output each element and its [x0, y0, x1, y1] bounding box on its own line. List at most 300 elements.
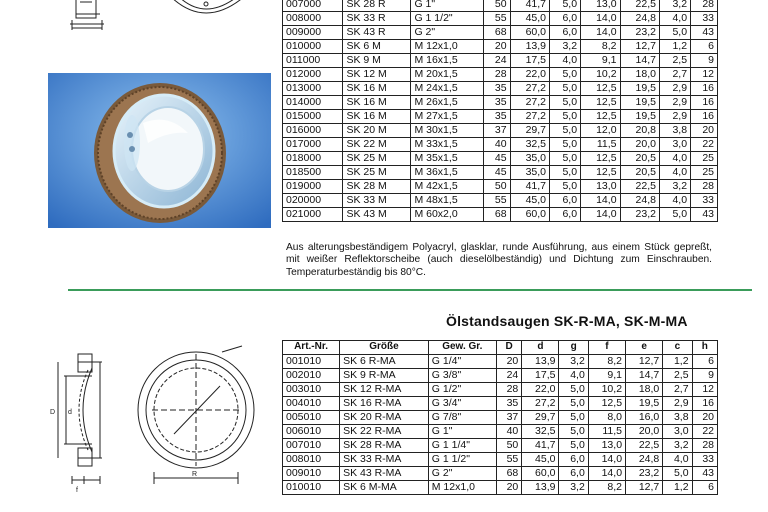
table-cell: G 1 1/4" [428, 439, 496, 453]
table-cell: 12,5 [581, 166, 620, 180]
table-cell: 23,2 [626, 467, 663, 481]
table-row [283, 208, 718, 222]
column-header: f [588, 341, 625, 355]
table-cell: SK 28 R [343, 0, 411, 12]
table-cell: SK 9 R-MA [340, 369, 429, 383]
table-cell: 27,2 [522, 397, 559, 411]
table-cell: 22 [691, 138, 718, 152]
table-cell: 37 [496, 411, 521, 425]
table-cell: SK 6 M [343, 40, 411, 54]
table-cell: M 16x1,5 [411, 54, 483, 68]
table-cell: G 7/8" [428, 411, 496, 425]
table-cell: 22,5 [620, 0, 659, 12]
top-drawing [60, 0, 260, 34]
table-cell: 2,5 [663, 369, 692, 383]
table-cell: SK 20 M [343, 124, 411, 138]
table-cell: 6,0 [559, 467, 588, 481]
table-cell: 27,2 [510, 82, 549, 96]
table-cell: 41,7 [522, 439, 559, 453]
table-row [283, 481, 718, 495]
table-cell: 50 [483, 180, 510, 194]
table-cell: 011000 [283, 54, 343, 68]
table-cell: 28 [692, 439, 717, 453]
table-cell: SK 22 R-MA [340, 425, 429, 439]
table-cell: 22,0 [522, 383, 559, 397]
table-cell: 009010 [283, 467, 340, 481]
table-cell: SK 43 R [343, 26, 411, 40]
top-spec-table [282, 0, 718, 222]
table-cell: 14,0 [581, 208, 620, 222]
table-cell: 12,7 [626, 355, 663, 369]
table-cell: 001010 [283, 355, 340, 369]
table-cell: 4,0 [659, 194, 690, 208]
table-cell: 5,0 [550, 96, 581, 110]
table-cell: 19,5 [626, 397, 663, 411]
table-cell: 8,0 [588, 411, 625, 425]
table-cell: 2,9 [663, 397, 692, 411]
table-cell: 43 [691, 208, 718, 222]
table-cell: 5,0 [550, 110, 581, 124]
bottom-drawing [44, 340, 274, 512]
table-cell: M 12x1,0 [428, 481, 496, 495]
table-cell: G 1" [428, 425, 496, 439]
table-cell: G 2" [411, 26, 483, 40]
table-cell: 2,5 [659, 54, 690, 68]
table-cell: M 36x1,5 [411, 166, 483, 180]
table-cell: 35 [483, 110, 510, 124]
table-cell: 12,5 [581, 110, 620, 124]
table-cell: 2,9 [659, 110, 690, 124]
table-cell: 33 [691, 12, 718, 26]
table-cell: 009000 [283, 26, 343, 40]
table-cell: 17,5 [522, 369, 559, 383]
table-cell: 16 [691, 82, 718, 96]
table-cell: 22,5 [626, 439, 663, 453]
table-row [283, 180, 718, 194]
table-cell: 8,2 [588, 355, 625, 369]
table-cell: 35 [483, 96, 510, 110]
table-cell: 12,5 [588, 397, 625, 411]
table-cell: 32,5 [522, 425, 559, 439]
table-cell: SK 33 R [343, 12, 411, 26]
table-cell: SK 28 R-MA [340, 439, 429, 453]
table-cell: 37 [483, 124, 510, 138]
table-cell: 003010 [283, 383, 340, 397]
table-cell: 4,0 [659, 12, 690, 26]
column-header: Größe [340, 341, 429, 355]
table-cell: 18,0 [620, 68, 659, 82]
table-row [283, 68, 718, 82]
table-row [283, 411, 718, 425]
table-cell: 14,0 [588, 467, 625, 481]
table-cell: 28 [691, 0, 718, 12]
table-cell: 8,2 [588, 481, 625, 495]
table-cell: G 3/4" [428, 397, 496, 411]
table-cell: 6,0 [550, 208, 581, 222]
table-cell: 24,8 [626, 453, 663, 467]
table-cell: 4,0 [659, 152, 690, 166]
table-cell: 20,5 [620, 152, 659, 166]
table-row [283, 355, 718, 369]
table-row [283, 194, 718, 208]
table-cell: 60,0 [510, 208, 549, 222]
table-cell: 006010 [283, 425, 340, 439]
table-cell: 25 [691, 166, 718, 180]
table-cell: 4,0 [559, 369, 588, 383]
table-cell: SK 16 M [343, 110, 411, 124]
table-cell: 12,5 [581, 152, 620, 166]
table-cell: SK 33 R-MA [340, 453, 429, 467]
table-cell: 8,2 [581, 40, 620, 54]
table-cell: 50 [483, 0, 510, 12]
section-divider [68, 289, 752, 291]
table-cell: 5,0 [550, 82, 581, 96]
table-cell: 008010 [283, 453, 340, 467]
table-cell: 013000 [283, 82, 343, 96]
table-cell: 010010 [283, 481, 340, 495]
table-cell: 5,0 [663, 467, 692, 481]
table-cell: 68 [483, 208, 510, 222]
table-cell: SK 25 M [343, 152, 411, 166]
column-header: g [559, 341, 588, 355]
table-cell: 004010 [283, 397, 340, 411]
table-cell: 5,0 [550, 152, 581, 166]
table-cell: 016000 [283, 124, 343, 138]
table-cell: 5,0 [559, 439, 588, 453]
table-cell: 5,0 [559, 411, 588, 425]
table-cell: 41,7 [510, 180, 549, 194]
table-cell: 45 [483, 166, 510, 180]
table-cell: 55 [483, 194, 510, 208]
table-cell: 3,8 [663, 411, 692, 425]
table-cell: 005010 [283, 411, 340, 425]
table-cell: 9,1 [588, 369, 625, 383]
table-cell: M 27x1,5 [411, 110, 483, 124]
table-cell: SK 6 M-MA [340, 481, 429, 495]
table-cell: 018000 [283, 152, 343, 166]
table-cell: 17,5 [510, 54, 549, 68]
product-description: Aus alterungsbeständigem Polyacryl, glasklar, runde Ausführung, aus einem Stück gepreßt, mit weißer Reflektorscheibe (auch dieselölbeständig) und Dichtung zum Einschrauben. Temperaturbeständig bis 80°C. [286, 242, 712, 278]
table-cell: SK 22 M [343, 138, 411, 152]
table-cell: 43 [691, 26, 718, 40]
column-header: h [692, 341, 717, 355]
table-cell: 28 [483, 68, 510, 82]
table-cell: SK 43 M [343, 208, 411, 222]
table-cell: 1,2 [663, 355, 692, 369]
table-cell: 010000 [283, 40, 343, 54]
table-row [283, 166, 718, 180]
table-cell: 55 [483, 12, 510, 26]
table-cell: SK 6 R-MA [340, 355, 429, 369]
table-cell: 5,0 [550, 138, 581, 152]
table-cell: M 42x1,5 [411, 180, 483, 194]
table-cell: 45 [483, 152, 510, 166]
table-cell: SK 43 R-MA [340, 467, 429, 481]
table-cell: SK 28 M [343, 180, 411, 194]
table-cell: 33 [691, 194, 718, 208]
table-row [283, 383, 718, 397]
table-cell: 24 [496, 369, 521, 383]
table-cell: 4,0 [659, 166, 690, 180]
table-cell: 27,2 [510, 110, 549, 124]
table-cell: 60,0 [510, 26, 549, 40]
table-cell: 9,1 [581, 54, 620, 68]
label-D: D [50, 409, 56, 416]
table-cell: M 20x1,5 [411, 68, 483, 82]
table-cell: 29,7 [522, 411, 559, 425]
table-cell: 40 [483, 138, 510, 152]
table-cell: SK 12 R-MA [340, 383, 429, 397]
section-title: Ölstandsaugen SK-R-MA, SK-M-MA [446, 313, 688, 329]
table-cell: 13,9 [522, 481, 559, 495]
table-cell: 35 [496, 397, 521, 411]
table-cell: M 33x1,5 [411, 138, 483, 152]
table-cell: 002010 [283, 369, 340, 383]
table-row [283, 26, 718, 40]
table-cell: 20 [496, 355, 521, 369]
table-cell: 60,0 [522, 467, 559, 481]
table-cell: 017000 [283, 138, 343, 152]
table-cell: 20 [483, 40, 510, 54]
table-cell: 4,0 [663, 453, 692, 467]
table-row [283, 96, 718, 110]
table-cell: 19,5 [620, 82, 659, 96]
table-cell: 19,5 [620, 110, 659, 124]
table-row [283, 369, 718, 383]
table-cell: 14,0 [581, 26, 620, 40]
table-cell: 10,2 [588, 383, 625, 397]
table-cell: 5,0 [559, 397, 588, 411]
product-photo [48, 73, 271, 228]
table-cell: 23,2 [620, 26, 659, 40]
column-header: e [626, 341, 663, 355]
table-row [283, 124, 718, 138]
table-cell: 012000 [283, 68, 343, 82]
table-cell: 14,0 [581, 194, 620, 208]
table-cell: 20 [692, 411, 717, 425]
table-cell: M 48x1,5 [411, 194, 483, 208]
table-row [283, 54, 718, 68]
table-row [283, 397, 718, 411]
table-cell: 2,9 [659, 82, 690, 96]
table-cell: 12,5 [581, 82, 620, 96]
table-cell: SK 16 M [343, 82, 411, 96]
table-cell: 6 [692, 355, 717, 369]
table-cell: 23,2 [620, 208, 659, 222]
table-cell: SK 9 M [343, 54, 411, 68]
table-cell: 4,0 [550, 54, 581, 68]
table-cell: 33 [692, 453, 717, 467]
table-cell: 3,8 [659, 124, 690, 138]
table-row [283, 152, 718, 166]
table-cell: SK 12 M [343, 68, 411, 82]
table-cell: 20,0 [626, 425, 663, 439]
column-header: D [496, 341, 521, 355]
column-header: Gew. Gr. [428, 341, 496, 355]
table-cell: 6 [691, 40, 718, 54]
table-cell: 68 [483, 26, 510, 40]
table-cell: 13,9 [522, 355, 559, 369]
table-cell: 014000 [283, 96, 343, 110]
label-R: R [192, 471, 198, 478]
table-cell: 9 [692, 369, 717, 383]
table-cell: 32,5 [510, 138, 549, 152]
table-cell: G 1" [411, 0, 483, 12]
table-cell: 20,0 [620, 138, 659, 152]
table-cell: 35,0 [510, 152, 549, 166]
table-cell: 6,0 [559, 453, 588, 467]
table-cell: 29,7 [510, 124, 549, 138]
table-cell: 6,0 [550, 26, 581, 40]
table-cell: 5,0 [659, 26, 690, 40]
table-cell: 3,2 [659, 180, 690, 194]
table-cell: M 24x1,5 [411, 82, 483, 96]
table-cell: 43 [692, 467, 717, 481]
table-cell: 020000 [283, 194, 343, 208]
table-cell: G 1 1/2" [428, 453, 496, 467]
table-cell: 22 [692, 425, 717, 439]
table-cell: 18,0 [626, 383, 663, 397]
table-cell: SK 16 R-MA [340, 397, 429, 411]
column-header: Art.-Nr. [283, 341, 340, 355]
table-cell: 5,0 [550, 166, 581, 180]
table-cell: 28 [496, 383, 521, 397]
table-row [283, 0, 718, 12]
table-cell: SK 33 M [343, 194, 411, 208]
table-cell: 16 [692, 397, 717, 411]
table-cell: M 35x1,5 [411, 152, 483, 166]
table-cell: 3,2 [663, 439, 692, 453]
table-cell: 22,5 [620, 180, 659, 194]
table-cell: 12,7 [626, 481, 663, 495]
table-cell: 6 [692, 481, 717, 495]
column-header: d [522, 341, 559, 355]
table-cell: 24 [483, 54, 510, 68]
table-cell: 55 [496, 453, 521, 467]
table-cell: 68 [496, 467, 521, 481]
table-cell: 45,0 [510, 12, 549, 26]
table-cell: 11,5 [581, 138, 620, 152]
table-cell: 16 [691, 110, 718, 124]
table-cell: SK 16 M [343, 96, 411, 110]
table-cell: 019000 [283, 180, 343, 194]
table-cell: 35,0 [510, 166, 549, 180]
table-cell: 14,0 [581, 12, 620, 26]
table-cell: G 3/8" [428, 369, 496, 383]
table-cell: SK 25 M [343, 166, 411, 180]
table-cell: 19,5 [620, 96, 659, 110]
table-cell: 45,0 [510, 194, 549, 208]
table-row [283, 425, 718, 439]
table-cell: 40 [496, 425, 521, 439]
table-cell: 2,7 [659, 68, 690, 82]
table-cell: 28 [691, 180, 718, 194]
table-cell: M 12x1,0 [411, 40, 483, 54]
table-cell: 5,0 [559, 383, 588, 397]
table-cell: G 2" [428, 467, 496, 481]
table-cell: 20 [496, 481, 521, 495]
table-cell: 12 [691, 68, 718, 82]
table-row [283, 467, 718, 481]
table-cell: 3,2 [559, 481, 588, 495]
table-row [283, 453, 718, 467]
table-cell: 5,0 [550, 180, 581, 194]
table-cell: 018500 [283, 166, 343, 180]
table-cell: 1,2 [663, 481, 692, 495]
table-cell: 2,7 [663, 383, 692, 397]
table-row [283, 82, 718, 96]
table-cell: 16 [691, 96, 718, 110]
table-cell: 3,2 [550, 40, 581, 54]
table-row [283, 110, 718, 124]
table-cell: 25 [691, 152, 718, 166]
table-row [283, 12, 718, 26]
table-cell: 5,0 [550, 68, 581, 82]
table-cell: 5,0 [659, 208, 690, 222]
table-cell: G 1 1/2" [411, 12, 483, 26]
table-cell: 12,5 [581, 96, 620, 110]
table-cell: M 26x1,5 [411, 96, 483, 110]
table-cell: 5,0 [550, 124, 581, 138]
table-cell: 007000 [283, 0, 343, 12]
table-cell: 5,0 [550, 0, 581, 12]
table-cell: 13,9 [510, 40, 549, 54]
table-cell: 12 [692, 383, 717, 397]
table-cell: 16,0 [626, 411, 663, 425]
table-cell: 12,7 [620, 40, 659, 54]
table-cell: 50 [496, 439, 521, 453]
table-cell: 13,0 [588, 439, 625, 453]
table-cell: M 60x2,0 [411, 208, 483, 222]
table-cell: 22,0 [510, 68, 549, 82]
table-cell: 24,8 [620, 194, 659, 208]
table-cell: 5,0 [559, 425, 588, 439]
table-cell: 008000 [283, 12, 343, 26]
bottom-spec-table [282, 340, 718, 495]
table-cell: 021000 [283, 208, 343, 222]
table-cell: 35 [483, 82, 510, 96]
table-cell: M 30x1,5 [411, 124, 483, 138]
label-d: d [68, 409, 72, 416]
table-cell: G 1/4" [428, 355, 496, 369]
table-cell: 41,7 [510, 0, 549, 12]
table-cell: 13,0 [581, 0, 620, 12]
table-row [283, 40, 718, 54]
column-header: c [663, 341, 692, 355]
table-cell: 015000 [283, 110, 343, 124]
table-cell: 14,0 [588, 453, 625, 467]
table-cell: 20,8 [620, 124, 659, 138]
table-cell: 24,8 [620, 12, 659, 26]
table-row [283, 439, 718, 453]
table-cell: 13,0 [581, 180, 620, 194]
label-f: f [76, 487, 78, 494]
table-cell: 11,5 [588, 425, 625, 439]
table-cell: G 1/2" [428, 383, 496, 397]
table-row [283, 138, 718, 152]
table-cell: 3,2 [659, 0, 690, 12]
table-cell: 2,9 [659, 96, 690, 110]
table-cell: 3,0 [659, 138, 690, 152]
table-cell: 12,0 [581, 124, 620, 138]
table-cell: 6,0 [550, 12, 581, 26]
table-cell: 10,2 [581, 68, 620, 82]
table-cell: 007010 [283, 439, 340, 453]
table-cell: SK 20 R-MA [340, 411, 429, 425]
table-cell: 6,0 [550, 194, 581, 208]
table-cell: 3,2 [559, 355, 588, 369]
table-cell: 20,5 [620, 166, 659, 180]
